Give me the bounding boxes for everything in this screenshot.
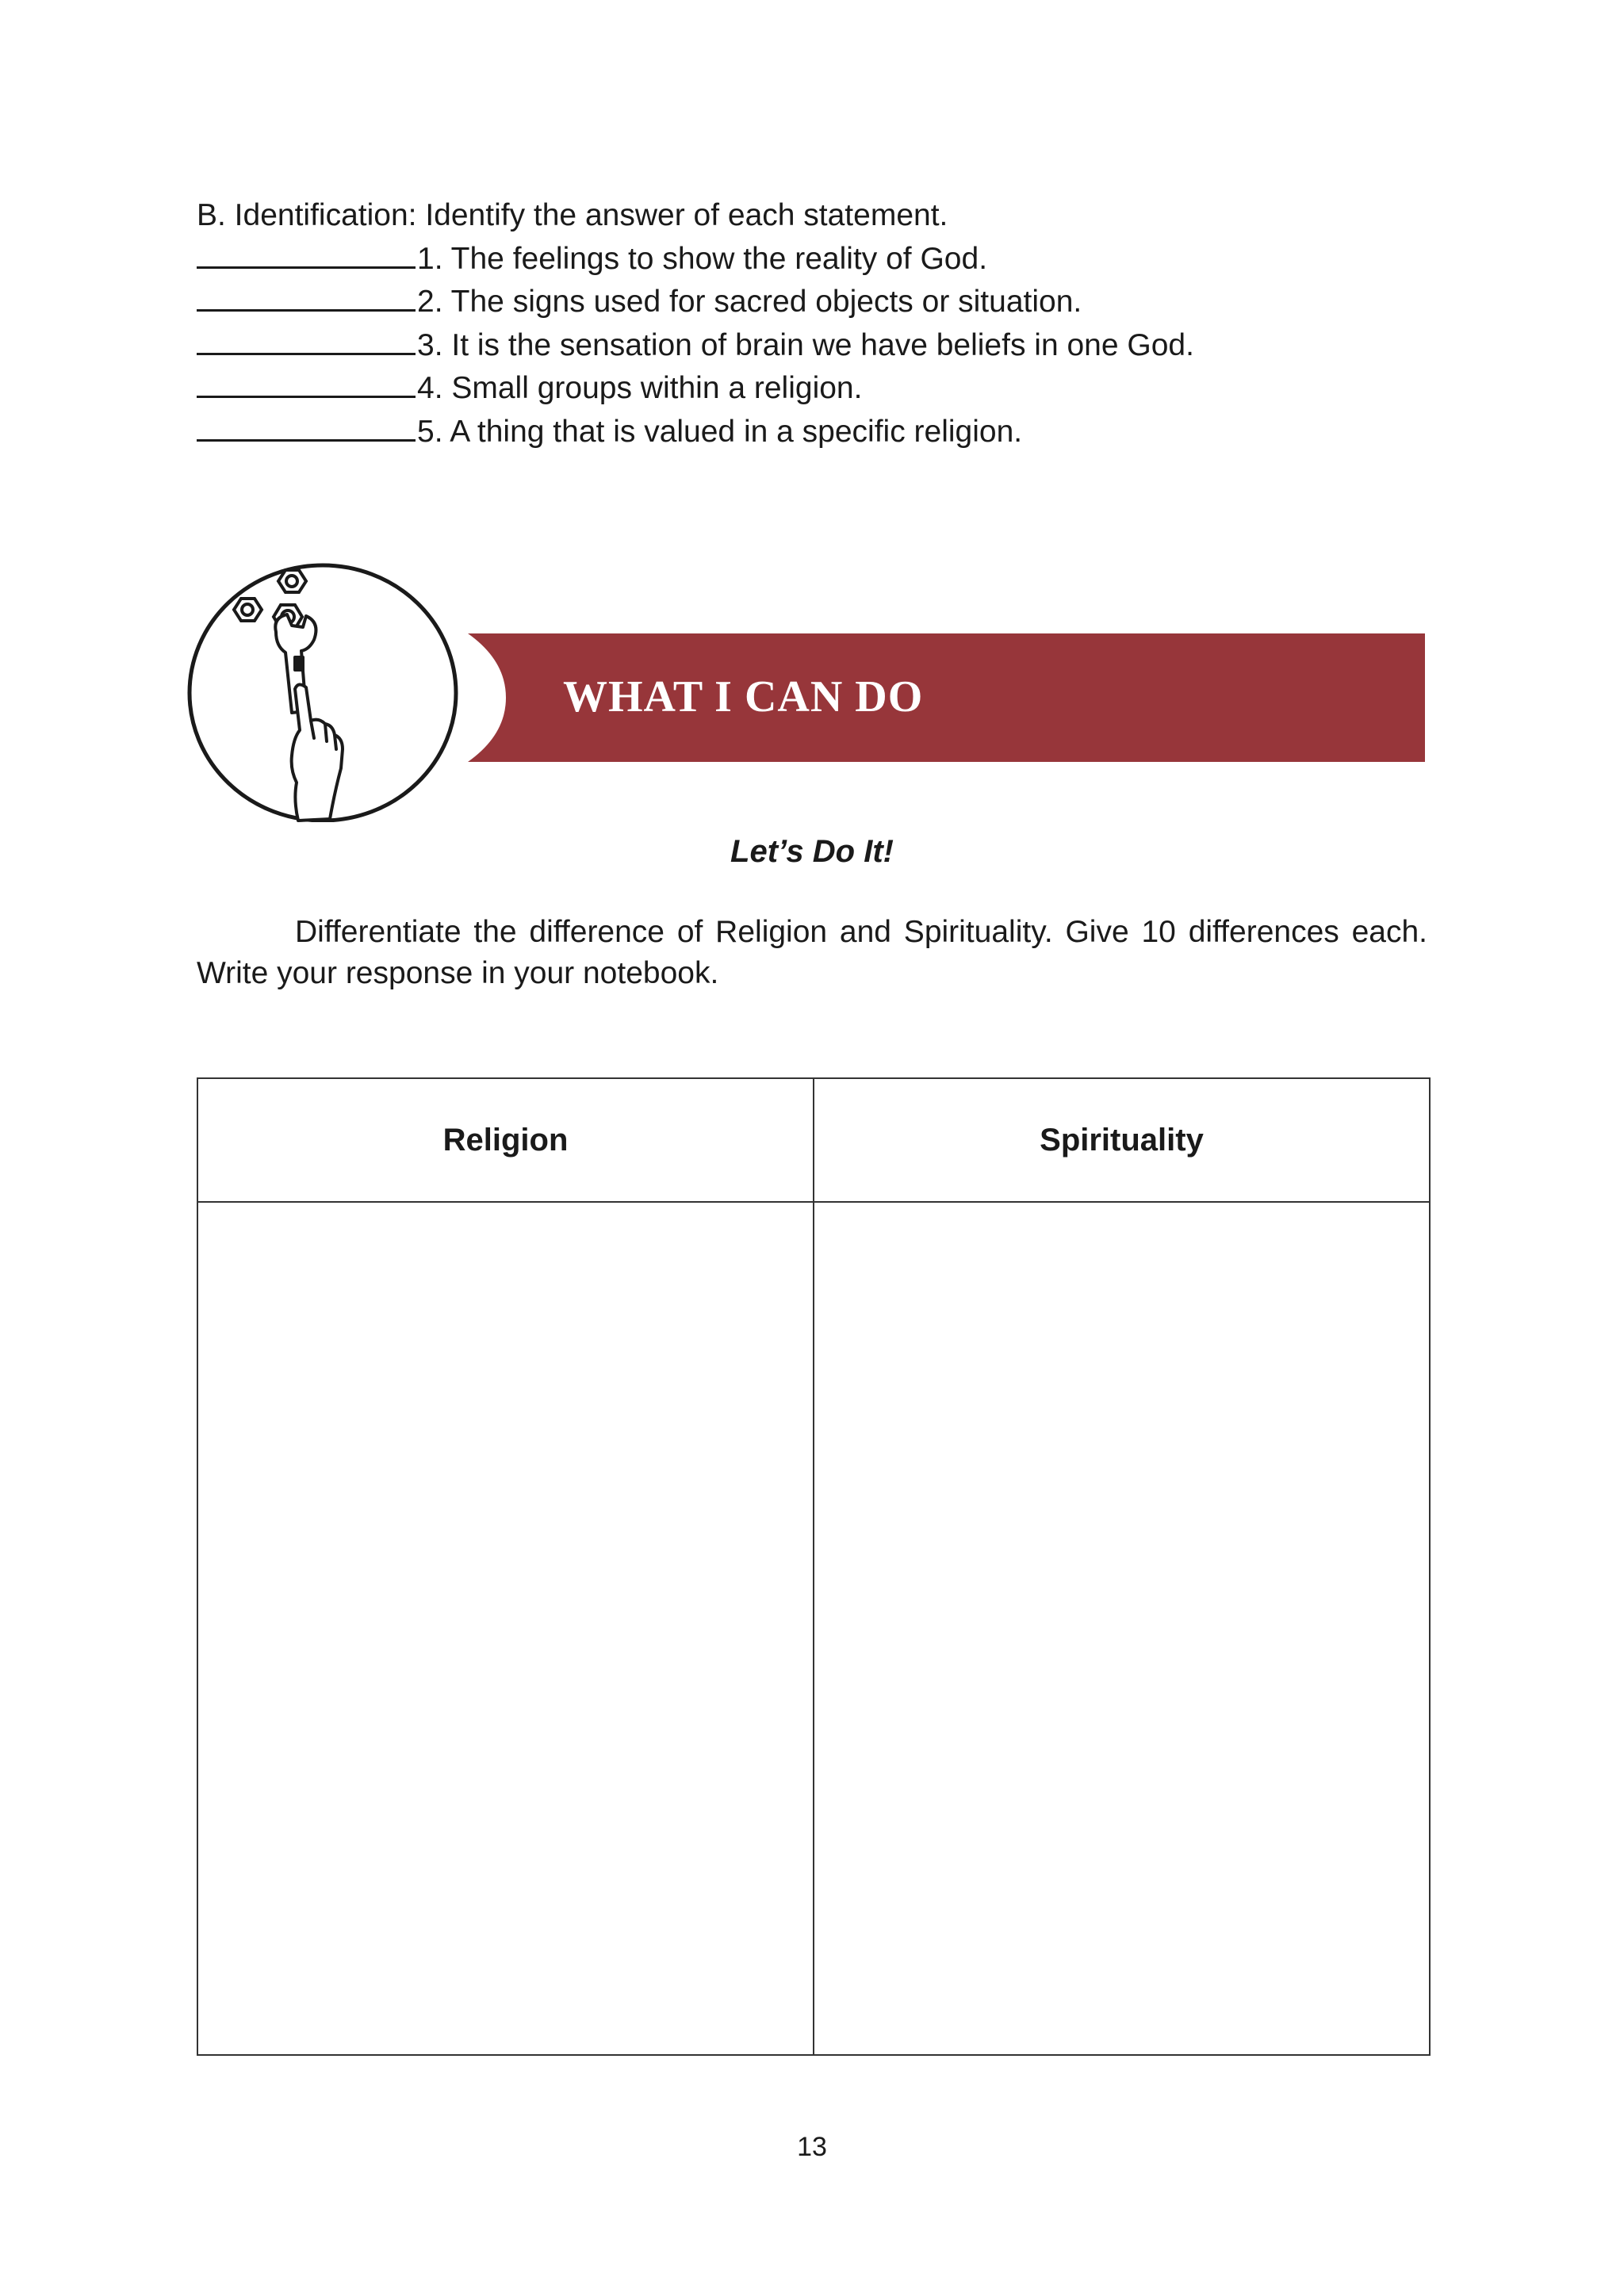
item-text: 2. The signs used for sacred objects or situation. — [417, 285, 1082, 319]
religion-response-cell[interactable] — [197, 1202, 814, 2055]
answer-blank[interactable] — [197, 323, 416, 355]
answer-blank[interactable] — [197, 365, 416, 398]
wrench-and-nuts-hand-icon — [187, 562, 458, 822]
spirituality-response-cell[interactable] — [814, 1202, 1430, 2055]
comparison-table — [197, 1077, 1431, 2056]
column-header-religion: Religion — [197, 1078, 814, 1202]
answer-blank[interactable] — [197, 409, 416, 442]
answer-blank[interactable] — [197, 279, 416, 312]
activity-subtitle: Let’s Do It! — [730, 834, 894, 869]
activity-instructions: Differentiate the difference of Religion and Spirituality. Give 10 differences each. Write your response in your notebook. — [197, 915, 1427, 990]
item-text: 5. A thing that is valued in a specific religion. — [417, 414, 1023, 449]
page-number: 13 — [797, 2132, 827, 2162]
identification-item — [197, 409, 1434, 453]
item-text: 3. It is the sensation of brain we have beliefs in one God. — [417, 327, 1194, 362]
answer-blank[interactable] — [197, 236, 416, 269]
identification-item — [197, 279, 1434, 323]
column-header-spirituality: Spirituality — [814, 1078, 1430, 1202]
identification-heading: B. Identification: Identify the answer of each statement. — [197, 198, 948, 232]
identification-item — [197, 323, 1434, 366]
item-text: 4. Small groups within a religion. — [417, 371, 863, 405]
identification-item — [197, 365, 1434, 409]
identification-section — [197, 195, 1434, 452]
identification-item — [197, 236, 1434, 280]
table-row — [197, 1202, 1430, 2055]
item-text: 1. The feelings to show the reality of God. — [417, 241, 988, 276]
banner-title: WHAT I CAN DO — [563, 672, 924, 721]
table-header-row — [197, 1078, 1430, 1202]
